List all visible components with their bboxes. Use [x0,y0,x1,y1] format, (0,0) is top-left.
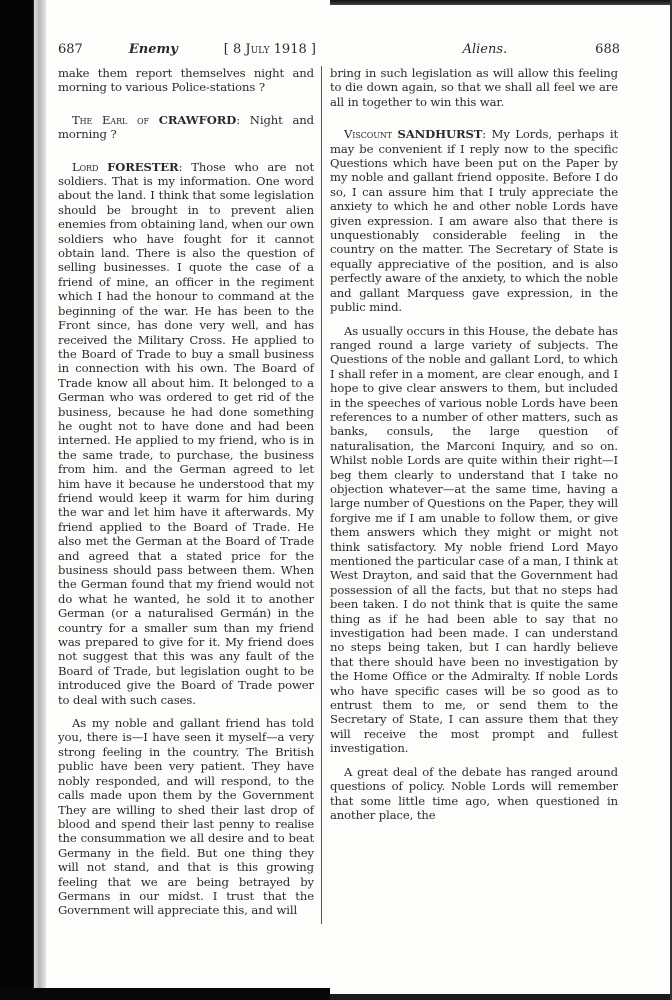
speaker-name: CRAWFORD [158,112,237,127]
running-head-left [58,40,316,60]
speaker-name: FORESTER [107,159,179,174]
sitting-date [224,40,316,60]
left-page-number: 687 [58,42,83,57]
paragraph-continuation: make them report themselves night and morning to various Police-stations ? [58,66,314,95]
right-page-number: 688 [595,42,620,57]
speaker-forester [72,160,179,174]
scan-border-bottom [0,988,330,1000]
speech-text: : Night and morning ? [58,112,314,142]
speech-forester [58,160,314,707]
right-column [330,66,618,822]
running-head-right [463,40,620,60]
speaker-name: SANDHURST [397,127,483,142]
speaker-title: Lord [72,159,108,174]
paragraph: As usually occurs in this House, the debate has ranged round a large variety of subjects. The Questions of the noble and gallant Lord, to which I shall refer in a moment, are clear enough, and I hope to give clear answers to them, but included in the speeches of various noble Lords have been references to a number of other matters, such as banks, consuls, the large question of naturalisation, the Marconi Inquiry, and so on. Whilst noble Lords are quite within their right—I beg them clearly to understand that I take no objection whatever—at the same time, having a large number of Questions on the Paper, they will forgive me if I am unable to follow them, or give them answers which they might or might not think satisfactory. My noble friend Lord Mayo mentioned the particular case of a man, I think at West Drayton, and said that the Government had possession of all the facts, but that no steps had been taken. I do not think that is quite the same thing as if he had been able to say that no investigation had been made. I can understand no steps being taken, but I can hardly believe that there should have been no investigation by the Home Office or the Admiralty. If noble Lords who have specific cases will be so good as to entrust them to me, or send them to the Secretary of State, I can assure them that they will receive the most prompt and fullest investigation. [330,323,618,756]
paragraph: As my noble and gallant friend has told you, there is—I have seen it myself—a very strong feeling in the country. The British public have been very patient. They have nobly responded, and will respond, to the calls made upon them by the Government They are willing to shed their last drop of blood and spend their last penny to realise the consummation we all desire and to beat Germany in the field. But one thing they will not stand, and that is this growing feeling that we are being betrayed by Germans in our midst. I trust that the Government will appreciate this, and will [58,716,314,918]
scan-border-top [330,0,672,5]
left-column [58,66,314,918]
paragraph: A great deal of the debate has ranged around questions of policy. Noble Lords will remember that some little time ago, when questioned in another place, the [330,764,618,822]
speech-sandhurst [330,127,618,314]
speaker-title: Viscount [344,127,398,142]
scan-gutter-shadow [34,0,46,1000]
date-month: July [245,42,270,57]
right-running-title: Aliens. [462,42,508,57]
scan-border-left [0,0,34,1000]
speech-crawford [58,113,314,142]
speaker-sandhurst [344,127,482,141]
speaker-crawford [72,113,236,127]
speaker-title: The Earl of [72,112,159,127]
date-open: [ 8 [223,42,246,57]
column-divider [321,66,322,924]
running-head [58,40,620,60]
speech-text: : Those who are not soldiers. That is my information. One word about the land. I think that some legislation should be brought in to prevent alien enemies from obtaining land, when our own soldiers who have fought for it cannot obtain land. There is also the question of selling businesses. I quote the case of a friend of mine, an officer in the regiment which I had the honour to command at the beginning of the war. He has been to the Front since, has done very well, and has received the Military Cross. He applied to the Board of Trade to buy a small business in connection with his own. The Board of Trade know all about him. It belonged to a German who was ordered to get rid of the business, because he had done something he ought not to have done and had been interned. He applied to my friend, who is in the same trade, to purchase, the business from him. and the German agreed to let him have it because he understood that my friend would keep it warm for him during the war and let him have it afterwards. My friend applied to the Board of Trade. He also met the German at the Board of Trade and agreed that a stated price for the business should pass between them. When the German found that my friend would not do what he wanted, he sold it to another German (or a naturalised Germán) in the country for a smaller sum than my friend was prepared to give for it. My friend does not suggest that this was any fault of the Board of Trade, but legislation ought to be introduced give the Board of Trade power to deal with such cases. [58,159,314,707]
paragraph-continuation: bring in such legislation as will allow this feeling to die down again, so that we shall all feel we are all in together to win this war. [330,66,618,109]
date-year: 1918 ] [269,42,316,57]
left-running-title: Enemy [128,42,178,57]
speech-text: : My Lords, perhaps it may be convenient if I reply now to the specific Questions which have been put on the Paper by my noble and gallant friend opposite. Before I do so, I can assure him that I truly appreciate the anxiety to which he and other noble Lords have given expression. I am aware also that there is unquestionably considerable feeling in the country on the matter. The Secretary of State is equally appreciative of the position, and is also perfectly aware of the anxiety, to which the noble and gallant Marquess gave expression, in the public mind. [330,127,618,315]
scan-border-bottom-right [330,994,672,1000]
